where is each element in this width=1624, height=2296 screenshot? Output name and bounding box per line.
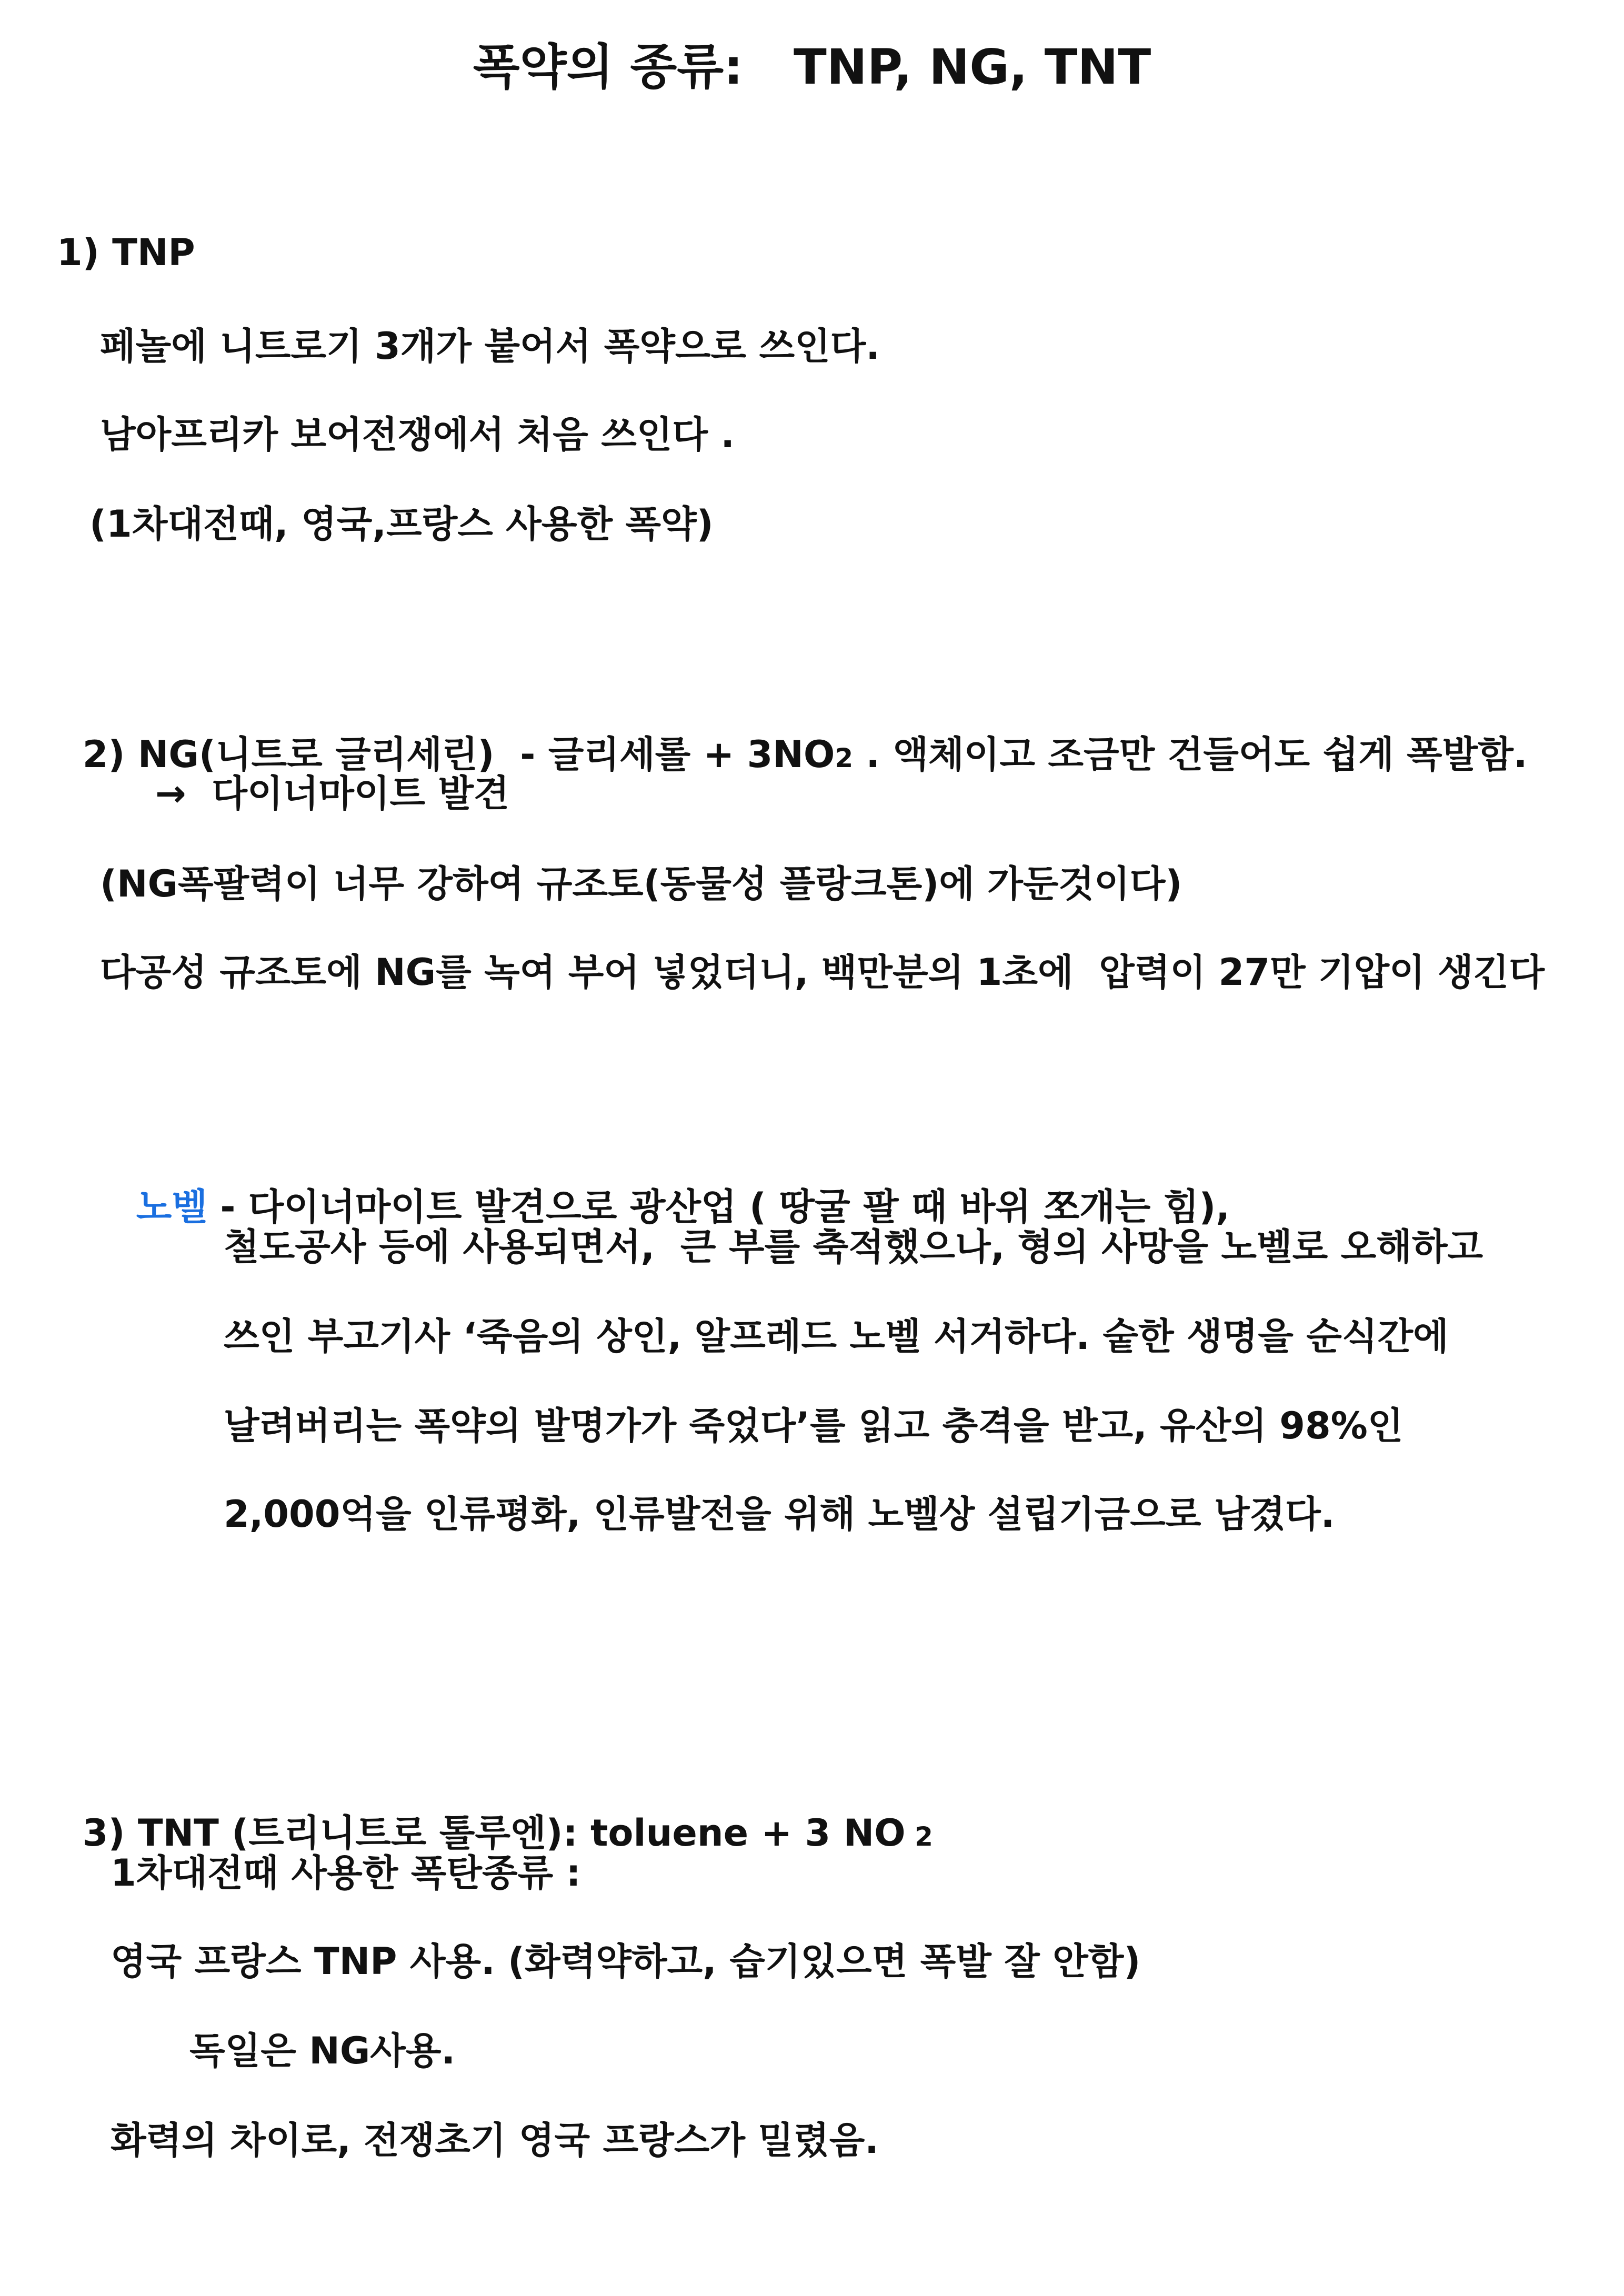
section-3-line-2: 영국 프랑스 TNP 사용. (화력약하고, 습기있으면 폭발 잘 안함) bbox=[111, 1940, 1141, 1983]
section-2-heading-rest: . 액체이고 조금만 건들어도 쉽게 폭발함. bbox=[853, 733, 1528, 776]
section-3-heading-main: 3) TNT (트리니트로 톨루엔): toluene + 3 NO bbox=[82, 1811, 906, 1855]
section-3-line-4: 화력의 차이로, 전쟁초기 영국 프랑스가 밀렸음. bbox=[111, 2119, 879, 2162]
section-3-line-1: 1차대전때 사용한 폭탄종류 : bbox=[111, 1851, 581, 1895]
section-2-heading-subscript: 2 bbox=[835, 743, 854, 773]
nobel-line-2: 철도공사 등에 사용되면서, 큰 부를 축적했으나, 형의 사망을 노벨로 오해하고 bbox=[224, 1225, 1483, 1268]
section-2-line-1: (NG폭팔력이 너무 강하여 규조토(동물성 플랑크톤)에 가둔것이다) bbox=[100, 862, 1182, 905]
section-2-line-2: 다공성 규조토에 NG를 녹여 부어 넣었더니, 백만분의 1초에 압력이 27만 기압이 생긴다 bbox=[100, 951, 1545, 994]
nobel-line-4: 날려버리는 폭약의 발명가가 죽었다’를 읽고 충격을 받고, 유산의 98%인 bbox=[224, 1404, 1404, 1447]
section-1-line-1: 페놀에 니트로기 3개가 붙어서 폭약으로 쓰인다. bbox=[100, 325, 880, 368]
section-1-line-3: (1차대전때, 영국,프랑스 사용한 폭약) bbox=[89, 502, 714, 546]
section-1-heading: 1) TNP bbox=[57, 231, 195, 274]
section-3-heading bbox=[57, 1757, 933, 1862]
section-3-line-3: 독일은 NG사용. bbox=[189, 2029, 456, 2072]
section-3-heading-subscript: 2 bbox=[905, 1821, 933, 1852]
nobel-line-5: 2,000억을 인류평화, 인류발전을 위해 노벨상 설립기금으로 남겼다. bbox=[224, 1493, 1335, 1536]
section-2-arrow-line: → 다이너마이트 발견 bbox=[155, 772, 509, 815]
nobel-line-3: 쓰인 부고기사 ‘죽음의 상인, 알프레드 노벨 서거하다. 숱한 생명을 순식간에 bbox=[224, 1315, 1449, 1358]
section-2-heading-main: 2) NG(니트로 글리세린) - 글리세롤 + 3NO bbox=[82, 733, 835, 776]
document-title: 폭약의 종류: TNP, NG, TNT bbox=[473, 39, 1151, 95]
section-1-line-2: 남아프리카 보어전쟁에서 처음 쓰인다 . bbox=[100, 413, 735, 456]
nobel-name: 노벨 bbox=[136, 1185, 207, 1228]
nobel-line-1 bbox=[111, 1131, 1230, 1232]
nobel-text-1: - 다이너마이트 발견으로 광산업 ( 땅굴 팔 때 바위 쪼개는 힘), bbox=[207, 1185, 1230, 1228]
